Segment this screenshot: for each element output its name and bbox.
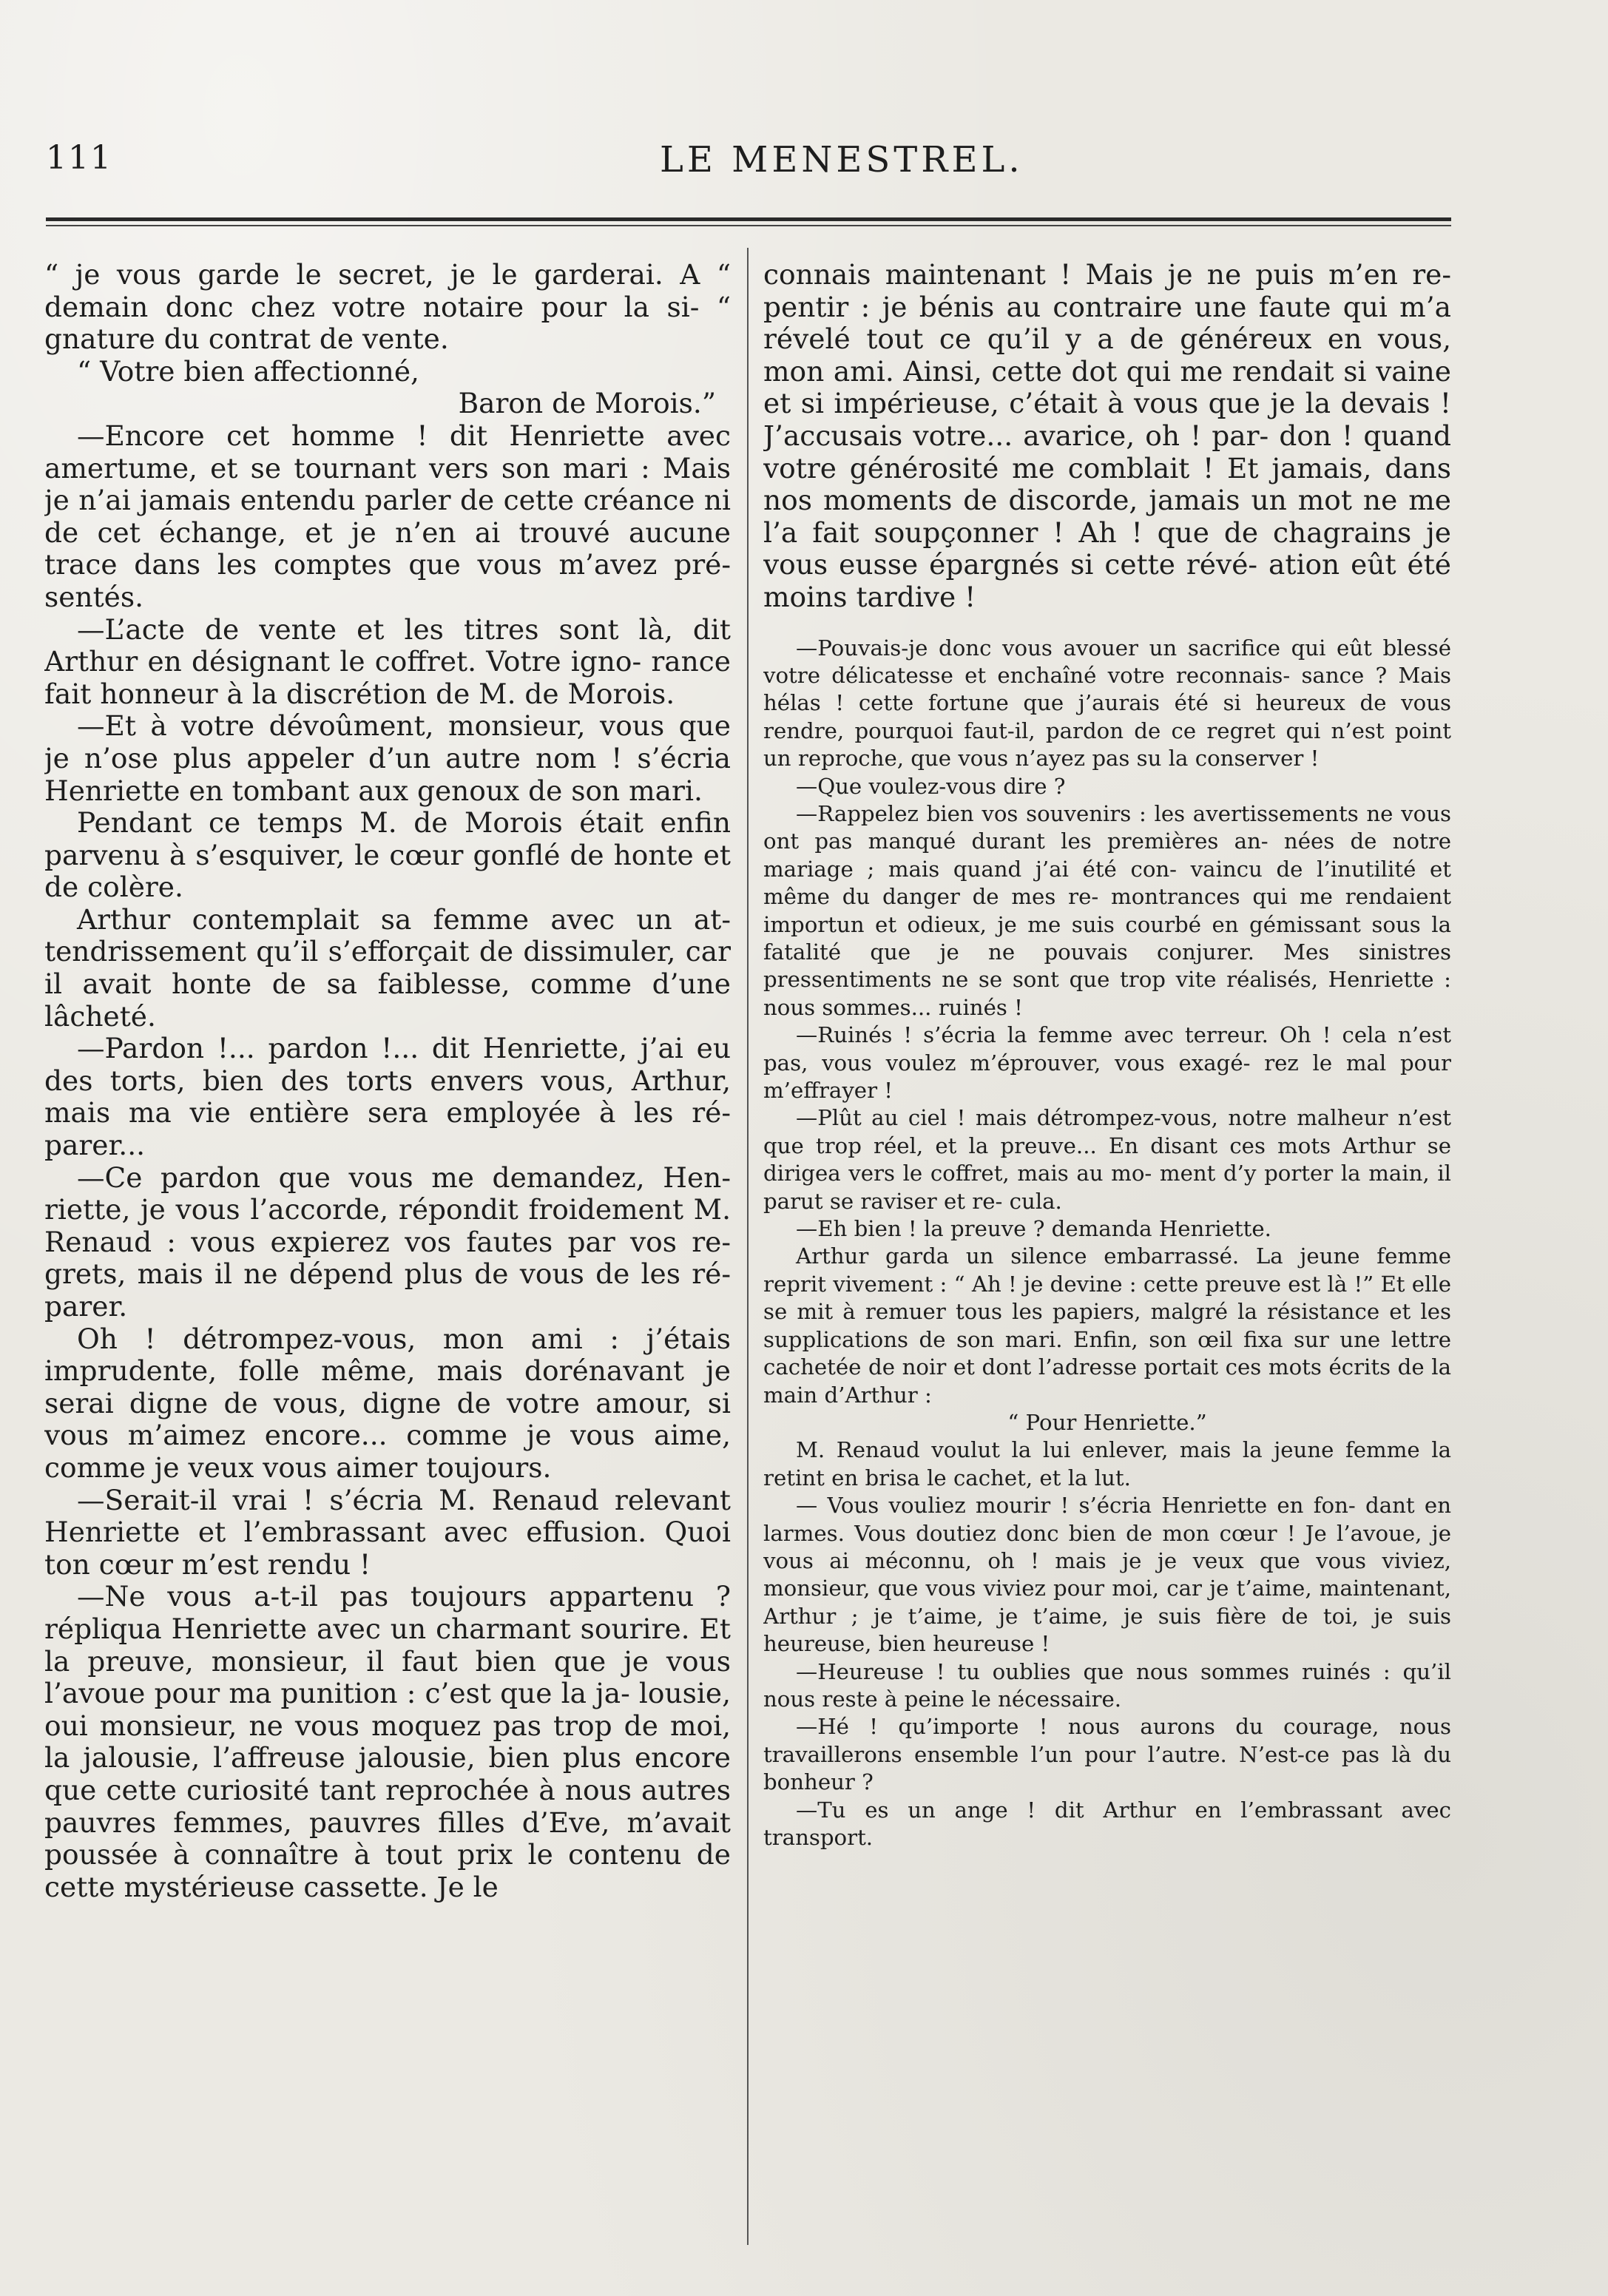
right-column [763, 259, 1451, 2241]
paragraph: — Vous vouliez mourir ! s’écria Henriette en fon- dant en larmes. Vous doutiez donc bien de mon cœur ! Je l’avoue, je vous ai méconnu, oh ! mais je je veux que vous viviez, monsieur, que vous viviez pour moi, car je t’aime, maintenant, Arthur ; je t’aime, je t’aime, je suis fière de toi, je suis heureuse, bien heureuse ! [763, 1493, 1451, 1657]
paragraph: Pendant ce temps M. de Morois était enfin parvenu à s’esquiver, le cœur gonflé de honte et de colère. [44, 806, 731, 904]
paragraph: connais maintenant ! Mais je ne puis m’en re- pentir : je bénis au contraire une faute qui m’a révelé tout ce qu’il y a de généreux en vous, mon ami. Ainsi, cette dot qui me rendait si vaine et si impérieuse, c’était à vous que je la devais ! J’accusais votre... avarice, oh ! par- don ! quand votre générosité me comblait ! Et jamais, dans nos moments de discorde, jamais un mot ne me l’a fait soupçonner ! Ah ! que de chagrains je vous eusse épargnés si cette révé- ation eût été moins tardive ! [763, 259, 1451, 613]
paragraph: “ Votre bien affectionné, [77, 354, 419, 388]
page-number: 111 [46, 139, 112, 177]
masthead-title: LE MENESTREL. [660, 139, 1024, 180]
paragraph: —Plût au ciel ! mais détrompez-vous, notre malheur n’est que trop réel, et la preuve... En disant ces mots Arthur se dirigea vers le coffret, mais au mo- ment d’y porter la main, il parut se raviser et re- cula. [763, 1105, 1451, 1214]
paragraph: —Pouvais-je donc vous avouer un sacrifice qui eût blessé votre délicatesse et enchaîné votre reconnais- sance ? Mais hélas ! cette fortune que j’aurais été si heureux de vous rendre, pourquoi faut-il, pardon de ce regret qui n’est point un reproche, que vous n’ayez pas su la conserver ! [763, 635, 1451, 771]
paragraph: Oh ! détrompez-vous, mon ami : j’étais imprudente, folle même, mais dorénavant je serai digne de vous, digne de votre amour, si vous m’aimez encore... comme je vous aime, comme je veux vous aimer toujours. [44, 1322, 731, 1484]
paragraph: —Rappelez bien vos souvenirs : les avertissements ne vous ont pas manqué durant les premières an- nées de notre mariage ; mais quand j’ai été con- vaincu de l’inutilité et même du danger de mes re- montrances qui me rendaient importun et odieux, je me suis courbé en gémissant sous la fatalité que je ne pouvais conjurer. Mes sinistres pressentiments ne se sont que trop vite réalisés, Henriette : nous sommes... ruinés ! [763, 800, 1451, 1020]
paragraph: Arthur contemplait sa femme avec un at- tendrissement qu’il s’efforçait de dissimuler, car il avait honte de sa faiblesse, comme d’une lâcheté. [44, 902, 731, 1033]
spacer [763, 614, 1451, 635]
paragraph: —Eh bien ! la preuve ? demanda Henriette. [796, 1216, 1271, 1242]
header-rule [46, 217, 1451, 221]
paragraph: —Hé ! qu’importe ! nous aurons du courage, nous travaillerons ensemble l’un pour l’autre. N’est-ce pas là du bonheur ? [763, 1714, 1451, 1795]
paragraph: M. Renaud voulut la lui enlever, mais la jeune femme la retint en brisa le cachet, et la lut. [763, 1437, 1451, 1490]
right-column-small-print [763, 635, 1451, 1852]
paragraph: —Ruinés ! s’écria la femme avec terreur. Oh ! cela n’est pas, vous voulez m’éprouver, vous exagé- rez le mal pour m’effrayer ! [763, 1022, 1451, 1104]
paragraph: —Que voulez-vous dire ? [796, 773, 1066, 799]
paragraph: —Pardon !... pardon !... dit Henriette, j’ai eu des torts, bien des torts envers vous, Arthur, mais ma vie entière sera employée à les ré- parer... [44, 1032, 731, 1162]
paragraph: —Heureuse ! tu oublies que nous sommes ruinés : qu’il nous reste à peine le nécessaire. [763, 1658, 1451, 1712]
paragraph: —L’acte de vente et les titres sont là, dit Arthur en désignant le coffret. Votre igno- rance fait honneur à la discrétion de M. de Morois. [44, 612, 731, 710]
paragraph: —Serait-il vrai ! s’écria M. Renaud relevant Henriette et l’embrassant avec effusion. Quoi ton cœur m’est rendu ! [44, 1483, 731, 1581]
column-divider [747, 248, 749, 2245]
right-column-body [763, 259, 1451, 614]
paragraph: “ je vous garde le secret, je le garderai. A “ demain donc chez votre notaire pour la si- “ gnature du contrat de vente. [44, 259, 731, 356]
signature-line: Baron de Morois.” [458, 387, 716, 420]
paragraph: —Ce pardon que vous me demandez, Hen- riette, je vous l’accorde, répondit froidement M. Renaud : vous expierez vos fautes par vos re- grets, mais il ne dépend plus de vous de les ré- parer. [44, 1161, 731, 1323]
left-column [44, 259, 731, 2241]
page-header [46, 139, 1451, 198]
header-rule-thin [46, 225, 1451, 226]
letter-address: “ Pour Henriette.” [1007, 1409, 1207, 1435]
paragraph: Arthur garda un silence embarrassé. La jeune femme reprit vivement : “ Ah ! je devine : cette preuve est là !” Et elle se mit à remuer tous les papiers, malgré la résistance et les supplications de son mari. Enfin, son œil fixa sur une lettre cachetée de noir et dont l’adresse portait ces mots écrits de la main d’Arthur : [763, 1243, 1451, 1408]
paragraph: —Ne vous a-t-il pas toujours appartenu ? répliqua Henriette avec un charmant sourire. Et la preuve, monsieur, il faut bien que je vous l’avoue pour ma punition : c’est que la ja- lousie, oui monsieur, ne vous moquez pas trop de moi, la jalousie, l’affreuse jalousie, bien plus encore que cette curiosité tant reprochée à nous autres pauvres femmes, pauvres filles d’Eve, m’avait poussée à connaître à tout prix le contenu de cette mystérieuse cassette. Je le [44, 1580, 731, 1903]
paragraph: —Tu es un ange ! dit Arthur en l’embrassant avec transport. [763, 1797, 1451, 1850]
paragraph: —Et à votre dévoûment, monsieur, vous que je n’ose plus appeler d’un autre nom ! s’écria Henriette en tombant aux genoux de son mari. [44, 709, 731, 807]
paragraph: —Encore cet homme ! dit Henriette avec amertume, et se tournant vers son mari : Mais je n’ai jamais entendu parler de cette créance ni de cet échange, et je n’en ai trouvé aucune trace dans les comptes que vous m’avez pré- sentés. [44, 419, 731, 613]
